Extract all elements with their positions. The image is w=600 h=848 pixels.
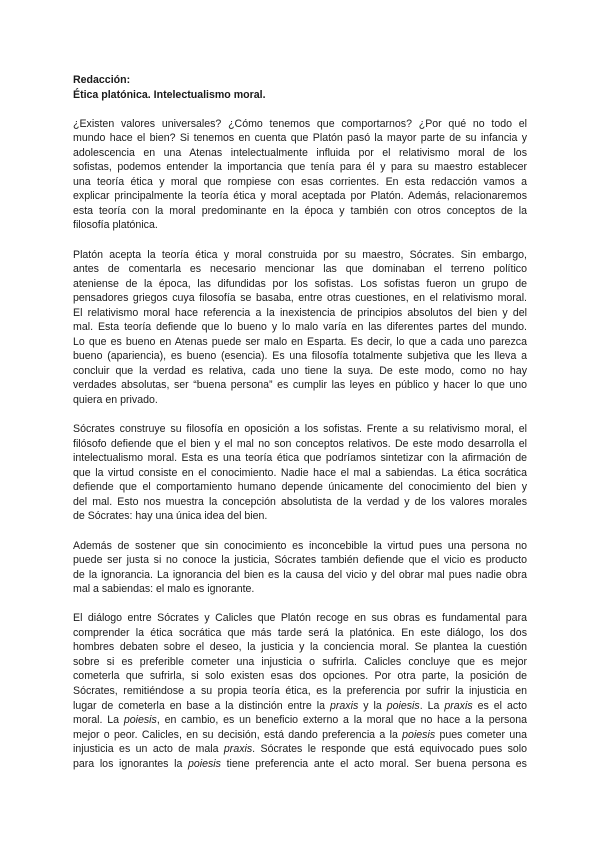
italic-term: praxis	[223, 743, 253, 756]
italic-term: praxis	[329, 699, 359, 712]
text-segment: mejor o peor. Calicles, en su decisión, está dando preferencia a la	[73, 728, 403, 741]
text-line	[73, 611, 527, 626]
text-line: ¿Existen valores universales? ¿Cómo tenemos que comportarnos? ¿Por qué no todo el	[73, 117, 527, 130]
text-line	[73, 742, 527, 757]
text-line: filósofo defiende que el bien y el mal no son conceptos relativos. De este modo desarrolla el	[73, 437, 527, 450]
text-segment: para los ignorantes la	[73, 757, 188, 770]
text-line	[73, 640, 527, 655]
text-line: Sócrates construye su filosofía en oposición a los sofistas. Frente a su relativismo moral, el	[73, 423, 527, 436]
text-segment: hombres debaten sobre el deseo, la justicia y la conciencia moral. Se plantea la cuestión	[73, 641, 527, 654]
text-line: ateniense de la época, las difundidas por los sofistas. Los sofistas fueron un grupo de	[73, 277, 527, 290]
italic-term: praxis	[444, 699, 473, 712]
paragraph	[73, 248, 527, 408]
text-line	[73, 757, 527, 772]
text-line: esta teoría con la moral predominante en la época y también con otros conceptos de la	[73, 204, 527, 217]
text-segment: tiene preferencia ante el acto moral. Ser buena persona es	[220, 757, 527, 770]
text-line: mal a sabiendas: el malo es ignorante.	[73, 583, 255, 596]
text-segment: pues cometer una	[435, 728, 527, 741]
text-line: quiera en privado.	[73, 394, 158, 407]
text-line: adolescencia en una Atenas intelectualmente influida por el relativismo moral de los	[73, 146, 527, 159]
document-page	[73, 73, 527, 771]
text-line: Platón acepta la teoría ética y moral construida por su maestro, Sócrates. Sin embargo,	[73, 248, 527, 261]
text-segment: comprender la ética socrática que más tarde será la platónica. En este diálogo, los dos	[73, 626, 527, 639]
text-segment: sobre si es preferible cometer una injusticia o sufrirla. Calicles concluye que es mejor	[73, 655, 527, 668]
document-subheading: Ética platónica. Intelectualismo moral.	[73, 88, 266, 101]
text-line: bueno (apariencia), es bueno (esencia). Es una filosofía totalmente subjetiva que les lleva a	[73, 350, 527, 363]
text-segment: lugar de cometerla en base a la distinción entre la	[73, 699, 330, 712]
italic-term: poiesis	[402, 728, 436, 741]
text-line: El relativismo moral hace referencia a la inexistencia de principios absolutos del bien y del	[73, 306, 527, 319]
text-line	[73, 669, 527, 684]
text-segment: El diálogo entre Sócrates y Calicles que Platón recoge en sus obras es fundamental para	[73, 612, 527, 625]
text-line: concluir que la verdad es relativa, cada uno tiene la suya. De este modo, como no hay	[73, 364, 527, 377]
italic-term: poiesis	[386, 699, 420, 712]
text-line	[73, 699, 527, 714]
text-line	[73, 684, 527, 699]
text-line	[73, 655, 527, 670]
text-line: Además de sostener que sin conocimiento es inconcebible la virtud pues una persona no	[73, 539, 527, 552]
text-line: filosofía platónica.	[73, 219, 158, 232]
text-segment: . Sócrates le responde que está equivocado pues solo	[252, 743, 528, 756]
text-line: antes de comentarla es necesario mencionar las que dominaban el terreno político	[73, 263, 527, 276]
text-segment: Sócrates, remitiéndose a su propia teoría ética, es la preferencia por sufrir la injusticia en	[73, 684, 527, 697]
text-segment: , en cambio, es un beneficio externo a la moral que no hace a la persona	[156, 714, 527, 727]
text-segment: injusticia es un acto de mala	[73, 743, 224, 756]
text-line: Lo que es bueno en Atenas puede ser malo en Esparta. Es decir, lo que a cada uno parezca	[73, 335, 527, 348]
document-heading: Redacción:	[73, 74, 131, 86]
paragraph	[73, 422, 527, 524]
text-line: puede ser justa si no conoce la justicia, Sócrates también defiende que el vicio es producto	[73, 554, 527, 567]
text-line: intelectualismo moral. Esta es una teoría ética que podríamos sintetizar con la afirmación de	[73, 452, 527, 465]
text-segment: cometerla que sufrirla, si solo existen esas dos opciones. Por otra parte, la posición de	[73, 670, 527, 683]
text-line: del mal. Esto nos muestra la concepción absolutista de la verdad y de los valores morales	[73, 495, 527, 508]
italic-term: poiesis	[123, 714, 157, 727]
text-line: que la virtud consiste en el conocimiento. Nadie hace el mal a sabiendas. La ética socrática	[73, 466, 527, 479]
text-line: una teoría ética y moral que rompiese con esas corrientes. En esta redacción vamos a	[73, 175, 527, 188]
paragraph	[73, 539, 527, 597]
text-segment: y la	[358, 699, 387, 712]
text-line: pensadores griegos cuya filosofía se basaba, entre otras cuestiones, en el relativismo moral.	[73, 292, 527, 305]
italic-term: poiesis	[187, 757, 221, 770]
text-line: mundo hace el bien? Si tenemos en cuenta que Platón pasó la mayor parte de su infancia y	[73, 132, 527, 145]
text-line	[73, 728, 527, 743]
text-line: sofistas, podemos entender la importancia que tenía para él y para su maestro establecer	[73, 161, 527, 174]
document-body	[73, 117, 527, 772]
text-line: defiende que el comportamiento humano depende únicamente del conocimiento del bien y	[73, 481, 527, 494]
text-line: explicar principalmente la teoría ética y moral aceptada por Platón. Además, relacionaremos	[73, 190, 527, 203]
text-segment: . La	[419, 699, 445, 712]
text-line: de la ignorancia. La ignorancia del bien es la causa del vicio y del obrar mal pues nadie obra	[73, 568, 527, 581]
text-line: mal. Esta teoría defiende que lo bueno y lo malo varía en las diferentes partes del mundo.	[73, 321, 527, 334]
text-segment: es el acto	[472, 699, 527, 712]
text-line: verdades absolutas, ser “buena persona” es cumplir las leyes en público y hacer lo que uno	[73, 379, 527, 392]
text-line: de Sócrates: hay una única idea del bien.	[73, 510, 268, 523]
paragraph	[73, 117, 527, 233]
text-segment: moral. La	[73, 714, 124, 727]
paragraph	[73, 611, 527, 771]
text-line	[73, 626, 527, 641]
text-line	[73, 713, 527, 728]
